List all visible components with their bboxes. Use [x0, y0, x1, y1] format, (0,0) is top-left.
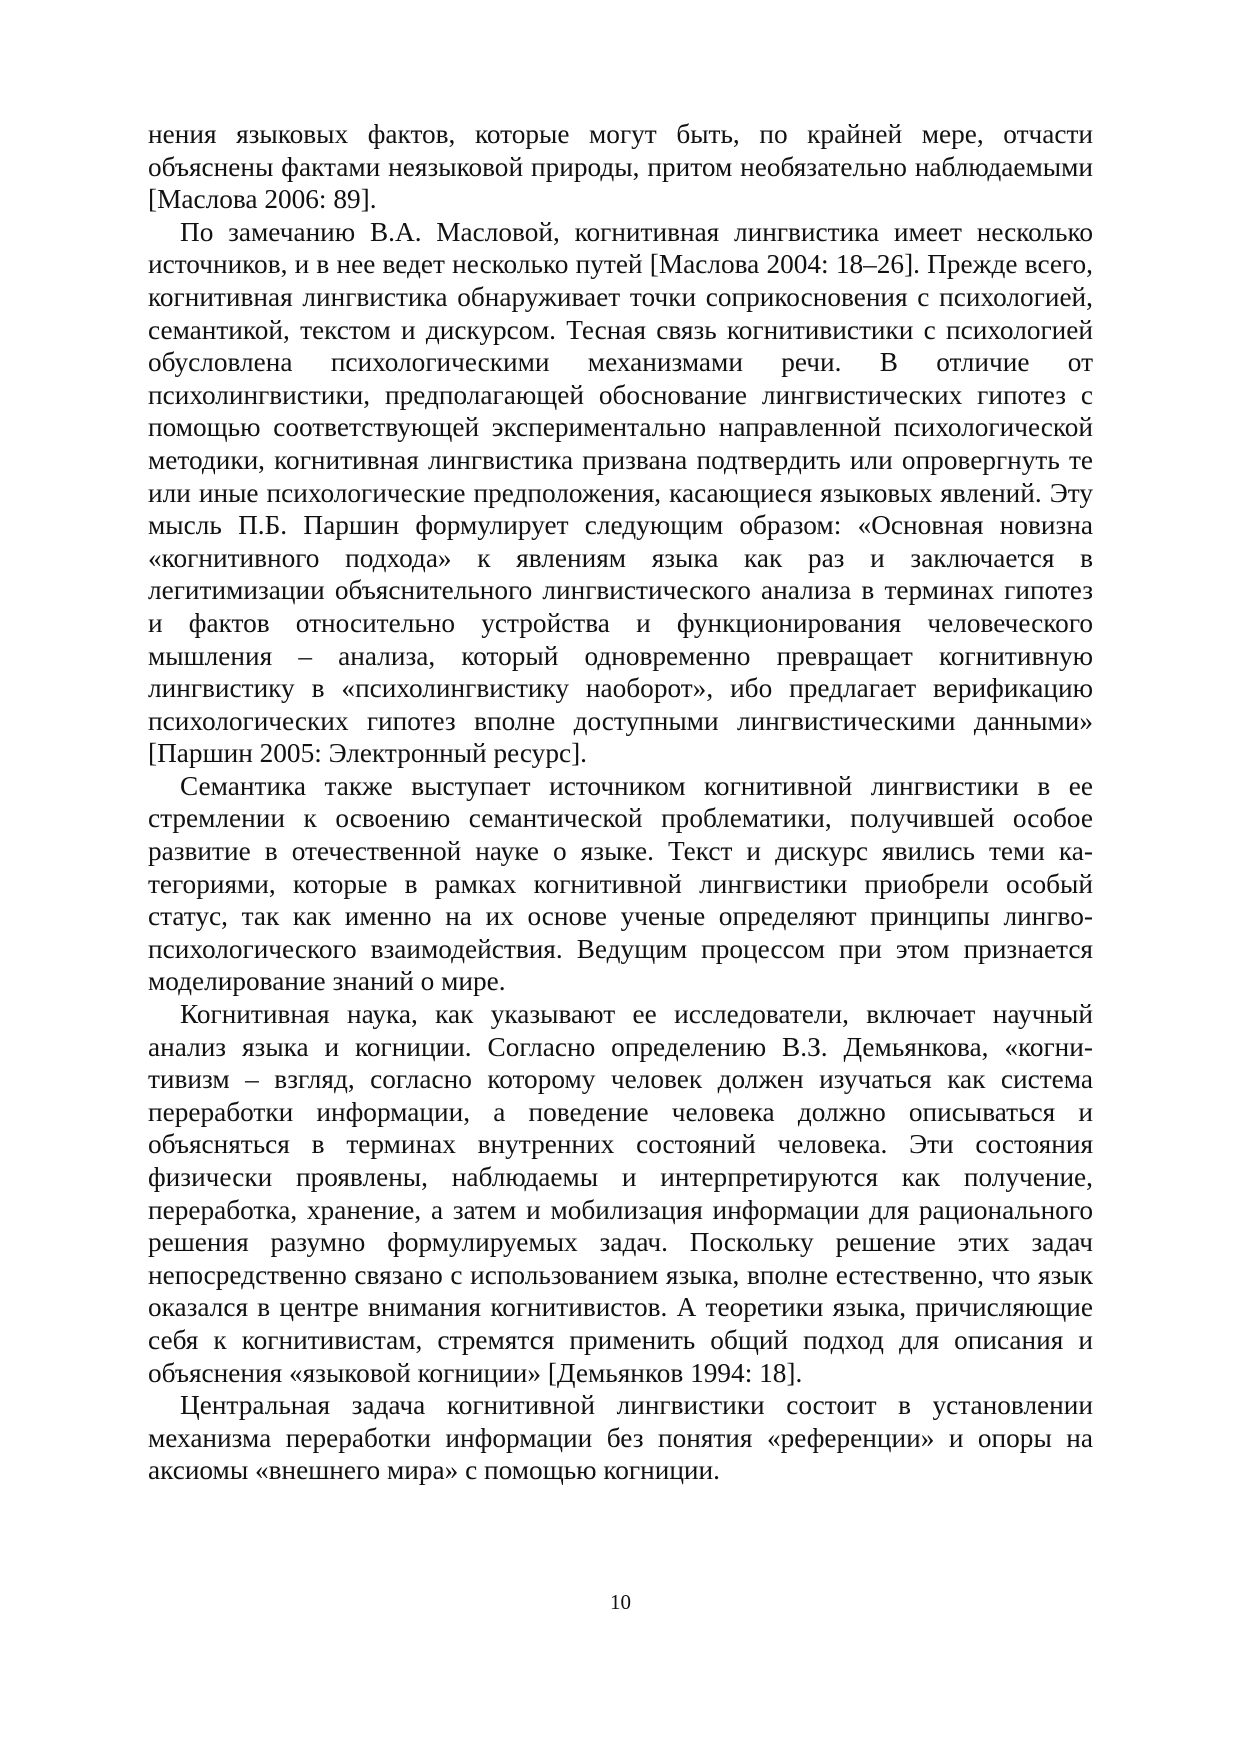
paragraph-3: Семантика также выступает источником когнитивной лингвистики в ее стремлении к освоению семантической проблематики, получившей особое развитие в отечественной науке о языке. Текст и дискурс явились теми категориями, которые в рамках когнитивной лингвистики приобрели особый статус, так как именно на их основе ученые определяют принципы лингвопсихологического взаимодействия. Ведущим процессом при этом признается моделирование знаний о мире.: [148, 770, 1093, 997]
page-number: 10: [610, 1590, 631, 1614]
paragraph-4: Когнитивная наука, как указывают ее исследователи, включает научный анализ языка и когниции. Согласно определению В.З. Демьянкова, «когнитивизм – взгляд, согласно которому человек должен изучаться как система переработки информации, а поведение человека должно описываться и объясняться в терминах внутренних состояний человека. Эти состояния физически проявлены, наблюдаемы и интерпретируются как получение, переработка, хранение, а затем и мобилизация информации для рационального решения разумно формулируемых задач. Поскольку решение этих задач непосредственно связано с использованием языка, вполне естественно, что язык оказался в центре внимания когнитивистов. А теоретики языка, причисляющие себя к когнитивистам, стремятся применить общий подход для описания и объяснения «языковой когниции» [Демьянков 1994: 18].: [148, 999, 1093, 1388]
paragraph-2: По замечанию В.А. Масловой, когнитивная лингвистика имеет несколько источников, и в нее ведет несколько путей [Маслова 2004: 18–26]. Прежде всего, когнитивная лингвистика обнаруживает точки соприкосновения с психологией, семантикой, текстом и дискурсом. Тесная связь когнитивистики с психологией обусловлена психологическими механизмами речи. В отличие от психолингвистики, предполагающей обоснование лингвистических гипотез с помощью соответствующей экспериментально направленной психологической методики, когнитивная лингвистика призвана подтвердить или опровергнуть те или иные психологические предположения, касающиеся языковых явлений. Эту мысль П.Б. Паршин формулирует следующим образом: «Основная новизна «когнитивного подхода» к явлениям языка как раз и заключается в легитимизации объяснительного лингвистического анализа в терминах гипотез и фактов относительно устройства и функционирования человеческого мышления – анализа, который одновременно превращает когнитивную лингвистику в «психолингвистику наоборот», ибо предлагает верификацию психологических гипотез вполне доступными лингвистическими данными» [Паршин 2005: Электронный ресурс].: [148, 216, 1093, 769]
paragraph-1: нения языковых фактов, которые могут быть, по крайней мере, отчасти объяснены фактами неязыковой природы, притом необязательно наблюдаемыми [Маслова 2006: 89].: [148, 119, 1093, 215]
page-body: [148, 118, 1093, 1487]
paragraph-5: Центральная задача когнитивной лингвистики состоит в установлении механизма переработки информации без понятия «референции» и опоры на аксиомы «внешнего мира» с помощью когниции.: [148, 1390, 1093, 1486]
